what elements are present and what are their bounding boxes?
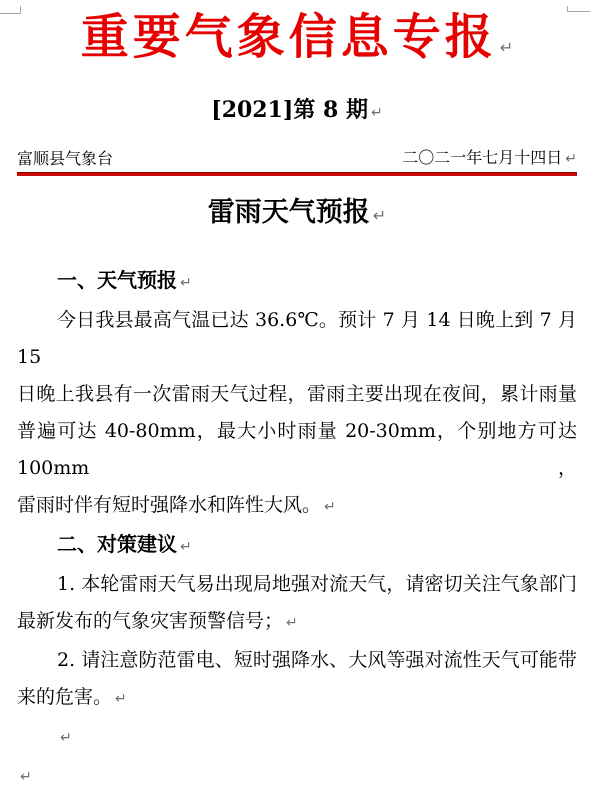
- red-divider-rule: [17, 172, 577, 176]
- paragraph-mark-icon: ↵: [565, 151, 577, 167]
- section-1-heading-text: 一、天气预报: [57, 268, 177, 292]
- body-line-text: 今日我县最高气温已达 36.6℃。预计 7 月 14 日晚上到 7 月 15: [17, 309, 577, 368]
- section-2-heading-text: 二、对策建议: [57, 532, 177, 556]
- paragraph-mark-icon: ↵: [370, 105, 383, 121]
- paragraph-mark-icon: ↵: [60, 730, 72, 746]
- body-line: [17, 302, 577, 376]
- issue-date-text: 二〇二一年七月十四日: [402, 148, 563, 167]
- section-2-heading: [17, 526, 577, 566]
- body-line-text: 最新发布的气象灾害预警信号；: [17, 610, 284, 632]
- issue-number-text: [2021]第 8 期: [211, 97, 368, 123]
- body-line-text: 1. 本轮雷雨天气易出现局地强对流天气，请密切关注气象部门: [57, 573, 577, 595]
- body-line: [17, 642, 577, 679]
- paragraph-mark-icon: ↵: [115, 691, 127, 707]
- issuer-date-row: [17, 148, 577, 169]
- paragraph-mark-icon: ↵: [286, 615, 298, 631]
- paragraph-mark-icon: ↵: [180, 539, 192, 555]
- document-title-text: 雷雨天气预报: [207, 197, 370, 228]
- issuer-name: 富顺县气象台: [17, 149, 114, 168]
- body-line-text: 日晚上我县有一次雷雨天气过程，雷雨主要出现在夜间，累计雨量: [17, 383, 577, 405]
- text-boundary-mark-top-left-icon: [0, 6, 21, 14]
- empty-paragraph: [17, 718, 577, 757]
- body-line-text: 普遍可达 40-80mm，最大小时雨量 20-30mm，个别地方可达 100mm，: [17, 420, 577, 479]
- bulletin-masthead-title-text: 重要气象信息专报: [80, 9, 497, 65]
- paragraph-mark-icon: ↵: [180, 275, 192, 291]
- body-line-text: 2. 请注意防范雷电、短时强降水、大风等强对流性天气可能带: [57, 649, 577, 671]
- bulletin-masthead-title: [17, 6, 577, 79]
- body-line-text: 来的危害。: [17, 686, 113, 708]
- body-line: [17, 679, 577, 718]
- issue-date: [402, 148, 577, 169]
- paragraph-mark-icon: ↵: [324, 499, 336, 515]
- body-line: [17, 376, 577, 413]
- body-line: [17, 566, 577, 603]
- body-line-text: 雷雨时伴有短时强降水和阵性大风。: [17, 494, 322, 516]
- paragraph-mark-icon: ↵: [499, 38, 514, 57]
- body-line: [17, 487, 577, 526]
- document-page: [0, 6, 611, 785]
- body-line: [17, 413, 577, 487]
- body-line: [17, 603, 577, 642]
- document-content: [0, 6, 611, 796]
- empty-paragraph: [17, 757, 577, 796]
- text-boundary-mark-top-right-icon: [567, 6, 590, 12]
- section-1-heading: [17, 262, 577, 302]
- paragraph-mark-icon: ↵: [372, 206, 387, 225]
- spacer: [17, 231, 577, 262]
- paragraph-mark-icon: ↵: [20, 769, 32, 785]
- document-title: [17, 197, 577, 231]
- issue-number-line: [17, 97, 577, 126]
